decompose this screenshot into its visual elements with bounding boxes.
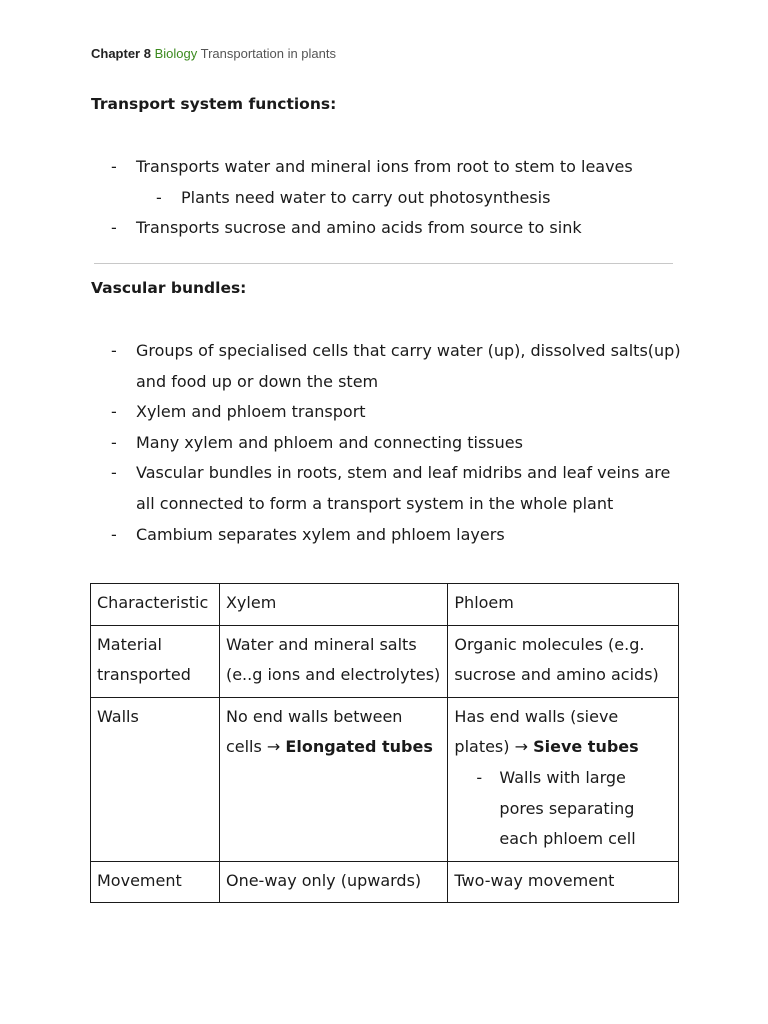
cell-bold-text: Elongated tubes bbox=[285, 737, 433, 757]
cell-phloem-material: Organic molecules (e.g. sucrose and amino acids) bbox=[448, 625, 679, 697]
cell-sublist bbox=[454, 763, 672, 855]
list-item: - Walls with large pores separating each phloem cell bbox=[454, 763, 672, 855]
cell-text: Has end walls (sieve plates) → bbox=[454, 706, 619, 757]
vascular-bundles-list bbox=[111, 336, 691, 550]
cell-xylem-material: Water and mineral salts (e..g ions and electrolytes) bbox=[219, 625, 447, 697]
cell-bold-text: Sieve tubes bbox=[533, 737, 639, 757]
cell-phloem-walls bbox=[448, 697, 679, 861]
list-item: - Xylem and phloem transport bbox=[111, 397, 691, 428]
row-label-walls: Walls bbox=[91, 697, 220, 861]
cell-text: No end walls between cells → bbox=[225, 706, 403, 757]
table-header-row bbox=[91, 584, 679, 626]
cell-xylem-movement: One-way only (upwards) bbox=[219, 861, 447, 903]
table-row bbox=[91, 861, 679, 903]
row-label-movement: Movement bbox=[91, 861, 220, 903]
header-subject: Biology bbox=[154, 46, 198, 61]
transport-functions-list bbox=[111, 152, 691, 244]
list-item: - Transports sucrose and amino acids from source to sink bbox=[111, 213, 691, 244]
section-heading-vascular-bundles: Vascular bundles: bbox=[91, 279, 247, 297]
list-item: - Vascular bundles in roots, stem and leaf midribs and leaf veins are all connected to form a transport system in the whole plant bbox=[111, 458, 691, 519]
cell-xylem-walls bbox=[219, 697, 447, 861]
header-cell-characteristic: Characteristic bbox=[91, 584, 220, 626]
header-cell-xylem: Xylem bbox=[219, 584, 447, 626]
table-row bbox=[91, 697, 679, 861]
header-chapter: Chapter 8 bbox=[91, 46, 151, 61]
section-divider bbox=[94, 263, 673, 264]
list-item: - Groups of specialised cells that carry water (up), dissolved salts(up) and food up or down the stem bbox=[111, 336, 691, 397]
xylem-phloem-table bbox=[90, 583, 679, 903]
section-heading-transport-functions: Transport system functions: bbox=[91, 95, 337, 113]
header-topic: Transportation in plants bbox=[200, 46, 336, 61]
table-row bbox=[91, 625, 679, 697]
list-item: - Many xylem and phloem and connecting tissues bbox=[111, 428, 691, 459]
list-item: - Transports water and mineral ions from root to stem to leaves bbox=[111, 152, 691, 183]
list-item: - Cambium separates xylem and phloem layers bbox=[111, 520, 691, 551]
page-header bbox=[91, 46, 336, 61]
list-subitem: - Plants need water to carry out photosynthesis bbox=[156, 183, 691, 214]
row-label-material: Material transported bbox=[91, 625, 220, 697]
cell-phloem-movement: Two-way movement bbox=[448, 861, 679, 903]
header-cell-phloem: Phloem bbox=[448, 584, 679, 626]
